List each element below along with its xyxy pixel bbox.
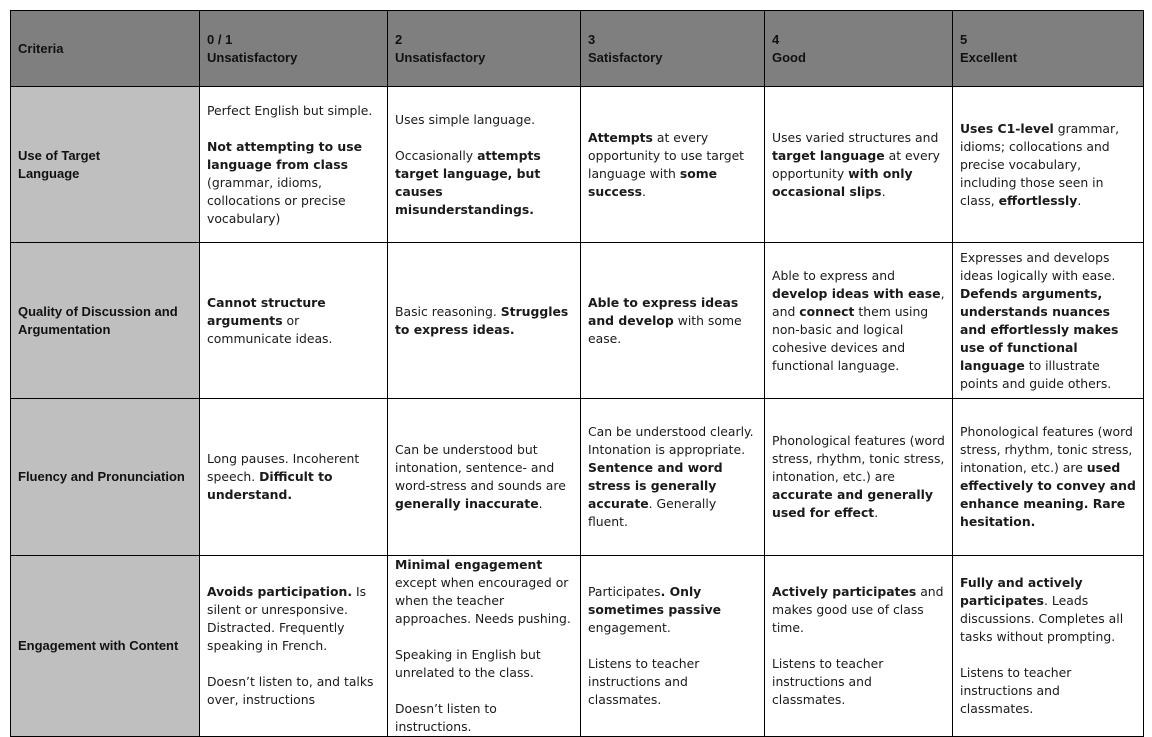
descriptor-text: Speaking in English but unrelated to the class.	[395, 647, 541, 680]
descriptor-cell	[953, 399, 1144, 556]
header-criteria: Criteria	[11, 11, 200, 87]
header-label: Unsatisfactory	[395, 49, 486, 65]
descriptor-paragraph	[395, 147, 573, 219]
descriptor-paragraph	[395, 646, 573, 682]
descriptor-text-bold: Difficult to understand.	[207, 469, 333, 502]
header-level-3	[581, 11, 765, 87]
descriptor-text: (grammar, idioms, collocations or precise vocabulary)	[207, 174, 346, 226]
descriptor-text-bold: Minimal engagement	[395, 557, 543, 572]
descriptor-text-bold: Able to express ideas and develop	[588, 294, 739, 328]
descriptor-cell	[953, 87, 1144, 243]
descriptor-text: .	[881, 183, 886, 199]
descriptor-cell	[581, 87, 765, 243]
header-label: Unsatisfactory	[207, 49, 298, 65]
descriptor-cell	[200, 556, 388, 737]
header-row	[11, 11, 1144, 87]
descriptor-cell	[581, 556, 765, 737]
criterion-label: Fluency and Pronunciation	[11, 399, 200, 556]
header-score: 2	[395, 31, 403, 47]
descriptor-paragraph	[772, 267, 945, 375]
descriptor-text: .	[538, 496, 543, 511]
header-level-4	[765, 11, 953, 87]
descriptor-text: Can be understood but intonation, sentence- and word-stress and sounds are	[395, 442, 566, 493]
descriptor-text: except when encouraged or when the teacher approaches. Needs pushing.	[395, 575, 571, 626]
descriptor-text-bold: Fully and actively participates	[960, 575, 1083, 608]
descriptor-text: Doesn’t listen to, and talks over, instructions	[207, 674, 374, 707]
header-level-5	[953, 11, 1144, 87]
descriptor-paragraph	[772, 583, 945, 637]
descriptor-text: Long pauses. Incoherent speech.	[207, 451, 360, 484]
descriptor-text-bold: Attempts	[588, 129, 653, 145]
descriptor-paragraph	[588, 583, 757, 637]
descriptor-text-bold: Avoids participation.	[207, 584, 353, 599]
descriptor-text-bold: Cannot structure arguments	[207, 294, 326, 328]
header-level-2	[388, 11, 581, 87]
descriptor-text: to illustrate points and guide others.	[960, 357, 1112, 391]
descriptor-text-bold: accurate and generally used for effect	[772, 487, 933, 520]
descriptor-cell	[581, 399, 765, 556]
descriptor-paragraph	[772, 129, 945, 201]
descriptor-paragraph	[395, 303, 573, 339]
criterion-row-quality-of-discussion	[11, 243, 1144, 399]
descriptor-text-bold: some success	[588, 165, 718, 199]
descriptor-text-bold: generally inaccurate	[395, 496, 539, 511]
header-label: Excellent	[960, 49, 1018, 65]
descriptor-cell	[200, 399, 388, 556]
descriptor-text-bold: Defends arguments, understands nuances and effortlessly makes use of functional language	[960, 285, 1119, 373]
descriptor-paragraph	[207, 450, 380, 504]
descriptor-text: Occasionally	[395, 147, 478, 163]
criterion-row-engagement-with-content	[11, 556, 1144, 737]
descriptor-paragraph	[960, 120, 1136, 210]
descriptor-paragraph	[207, 102, 380, 120]
rubric-table	[10, 10, 1144, 737]
header-label: Satisfactory	[588, 49, 663, 65]
descriptor-paragraph	[395, 556, 573, 628]
criterion-row-fluency-and-pronunciation	[11, 399, 1144, 556]
descriptor-text: .	[642, 183, 646, 199]
descriptor-paragraph	[960, 423, 1136, 531]
descriptor-text: Can be understood clearly. Intonation is appropriate.	[588, 424, 754, 457]
descriptor-text: Doesn’t listen to instructions.	[395, 701, 497, 734]
descriptor-cell	[953, 243, 1144, 399]
descriptor-text-bold: effortlessly	[998, 192, 1078, 208]
criterion-label: Engagement with Content	[11, 556, 200, 737]
header-label: Good	[772, 49, 806, 65]
descriptor-paragraph	[960, 249, 1136, 393]
descriptor-text: Listens to teacher instructions and classmates.	[960, 665, 1072, 716]
descriptor-text-bold: . Only sometimes passive	[588, 584, 722, 617]
descriptor-text-bold: Uses C1-level	[960, 120, 1054, 136]
descriptor-text-bold: connect	[799, 303, 855, 319]
header-score: 0 / 1	[207, 31, 233, 47]
criterion-row-use-of-target-language	[11, 87, 1144, 243]
descriptor-text: . Generally fluent.	[588, 496, 717, 529]
descriptor-cell	[388, 556, 581, 737]
descriptor-cell	[953, 556, 1144, 737]
descriptor-cell	[765, 243, 953, 399]
descriptor-paragraph	[588, 423, 757, 531]
descriptor-paragraph	[588, 129, 757, 201]
descriptor-paragraph	[960, 574, 1136, 646]
descriptor-text-bold: develop ideas with ease	[772, 285, 941, 301]
descriptor-cell	[388, 87, 581, 243]
descriptor-paragraph	[960, 664, 1136, 718]
descriptor-paragraph	[207, 673, 380, 709]
header-score: 3	[588, 31, 596, 47]
descriptor-cell	[765, 87, 953, 243]
descriptor-text: , and	[772, 285, 945, 319]
descriptor-paragraph	[207, 294, 380, 348]
descriptor-text: .	[874, 505, 879, 520]
descriptor-text-bold: Actively participates	[772, 584, 917, 599]
criterion-label: Use of Target Language	[11, 87, 200, 243]
descriptor-text: Uses simple language.	[395, 111, 536, 127]
descriptor-paragraph	[207, 138, 380, 228]
descriptor-text: Participates	[588, 584, 661, 599]
descriptor-paragraph	[207, 583, 380, 655]
descriptor-paragraph	[772, 432, 945, 522]
descriptor-text: them using non-basic and logical cohesive devices and functional language.	[772, 303, 929, 373]
descriptor-paragraph	[588, 294, 757, 348]
descriptor-cell	[765, 399, 953, 556]
descriptor-text: Perfect English but simple.	[207, 102, 373, 118]
descriptor-text: . Leads discussions. Completes all tasks without prompting.	[960, 593, 1124, 644]
descriptor-text: Basic reasoning.	[395, 303, 501, 319]
header-level-0-1	[200, 11, 388, 87]
descriptor-text: Uses varied structures and	[772, 129, 939, 145]
descriptor-text-bold: Not attempting to use language from class	[207, 138, 363, 172]
descriptor-cell	[200, 87, 388, 243]
descriptor-cell	[765, 556, 953, 737]
header-score: 5	[960, 31, 968, 47]
descriptor-text: at every opportunity to use target language with	[588, 129, 745, 181]
descriptor-paragraph	[395, 441, 573, 513]
descriptor-text: Phonological features (word stress, rhythm, tonic stress, intonation, etc.) are	[772, 433, 945, 484]
descriptor-text: Expresses and develops ideas logically with ease.	[960, 249, 1116, 283]
descriptor-text-bold: Struggles to express ideas.	[395, 303, 569, 337]
descriptor-text: Able to express and	[772, 267, 895, 283]
descriptor-text: or communicate ideas.	[207, 312, 333, 346]
descriptor-text: Listens to teacher instructions and classmates.	[588, 656, 700, 707]
descriptor-text: Phonological features (word stress, rhythm, tonic stress, intonation, etc.) are	[960, 424, 1133, 475]
descriptor-paragraph	[395, 111, 573, 129]
descriptor-text: grammar, idioms; collocations and precise vocabulary, including those seen in class,	[960, 120, 1120, 208]
descriptor-text: Is silent or unresponsive. Distracted. Frequently speaking in French.	[207, 584, 367, 653]
descriptor-text-bold: with only occasional slips	[772, 165, 913, 199]
descriptor-text: Listens to teacher instructions and classmates.	[772, 656, 884, 707]
header-score: 4	[772, 31, 780, 47]
descriptor-text-bold: target language	[772, 147, 885, 163]
descriptor-paragraph	[588, 655, 757, 709]
descriptor-text-bold: used effectively to convey and enhance meaning. Rare hesitation.	[960, 460, 1136, 529]
descriptor-text: engagement.	[588, 620, 671, 635]
descriptor-paragraph	[772, 655, 945, 709]
descriptor-text: with some ease.	[588, 312, 742, 346]
descriptor-text: .	[1077, 192, 1082, 208]
descriptor-cell	[388, 399, 581, 556]
descriptor-paragraph	[395, 700, 573, 736]
descriptor-text: and makes good use of class time.	[772, 584, 944, 635]
descriptor-text: at every opportunity	[772, 147, 941, 181]
criterion-label: Quality of Discussion and Argumentation	[11, 243, 200, 399]
descriptor-cell	[581, 243, 765, 399]
descriptor-cell	[200, 243, 388, 399]
descriptor-cell	[388, 243, 581, 399]
descriptor-text-bold: attempts target language, but causes misunderstandings.	[395, 147, 541, 217]
descriptor-text-bold: Sentence and word stress is generally accurate	[588, 460, 723, 511]
